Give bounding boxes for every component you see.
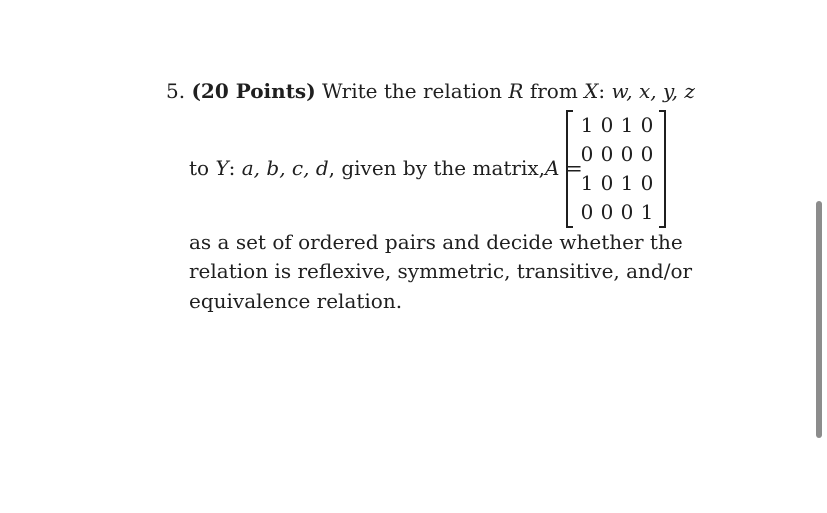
problem-points: (20 Points) xyxy=(191,79,316,103)
matrix-cell: 0 xyxy=(600,171,614,195)
matrix-cell: 0 xyxy=(640,113,654,137)
set-x-elements: w, x, y, z xyxy=(611,79,695,103)
matrix-cell: 0 xyxy=(640,142,654,166)
problem-text-2: , given by the matrix, xyxy=(328,156,546,180)
equals-sign: = xyxy=(559,156,583,180)
matrix-cell: 1 xyxy=(580,113,594,137)
problem-line-4: relation is reflexive, symmetric, transitive, and/or xyxy=(189,259,693,283)
matrix-cell: 0 xyxy=(580,200,594,224)
matrix-row xyxy=(577,140,657,169)
matrix-cell: 0 xyxy=(580,142,594,166)
matrix-row xyxy=(577,111,657,140)
matrix-cell: 1 xyxy=(580,171,594,195)
problem-line-2 xyxy=(189,156,583,180)
to-text: to xyxy=(189,156,216,180)
matrix-row xyxy=(577,198,657,227)
matrix-row xyxy=(577,169,657,198)
problem-line-3: as a set of ordered pairs and decide whether the xyxy=(189,230,683,254)
matrix-cell: 0 xyxy=(620,142,634,166)
problem-line-1 xyxy=(166,79,695,103)
set-x-name: X xyxy=(584,79,599,103)
problem-text-1: Write the relation xyxy=(315,79,509,103)
set-y-name: Y xyxy=(215,156,229,180)
matrix-right-bracket xyxy=(659,110,666,228)
set-x-separator: : xyxy=(598,79,612,103)
matrix-cell: 0 xyxy=(600,200,614,224)
set-y-elements: a, b, c, d xyxy=(241,156,329,180)
from-text: from xyxy=(523,79,585,103)
matrix-cell: 0 xyxy=(600,142,614,166)
matrix-cell: 1 xyxy=(640,200,654,224)
set-y-separator: : xyxy=(228,156,242,180)
problem-line-5: equivalence relation. xyxy=(189,289,403,313)
matrix-cell: 0 xyxy=(600,113,614,137)
matrix-cell: 1 xyxy=(620,113,634,137)
matrix-cell: 0 xyxy=(620,200,634,224)
matrix-variable: A xyxy=(545,156,560,180)
relation-matrix xyxy=(566,110,666,228)
matrix-cell: 0 xyxy=(640,171,654,195)
relation-variable: R xyxy=(508,79,524,103)
matrix-cell: 1 xyxy=(620,171,634,195)
matrix-left-bracket xyxy=(566,110,573,228)
vertical-scrollbar[interactable] xyxy=(816,201,822,438)
problem-number: 5. xyxy=(166,79,186,103)
